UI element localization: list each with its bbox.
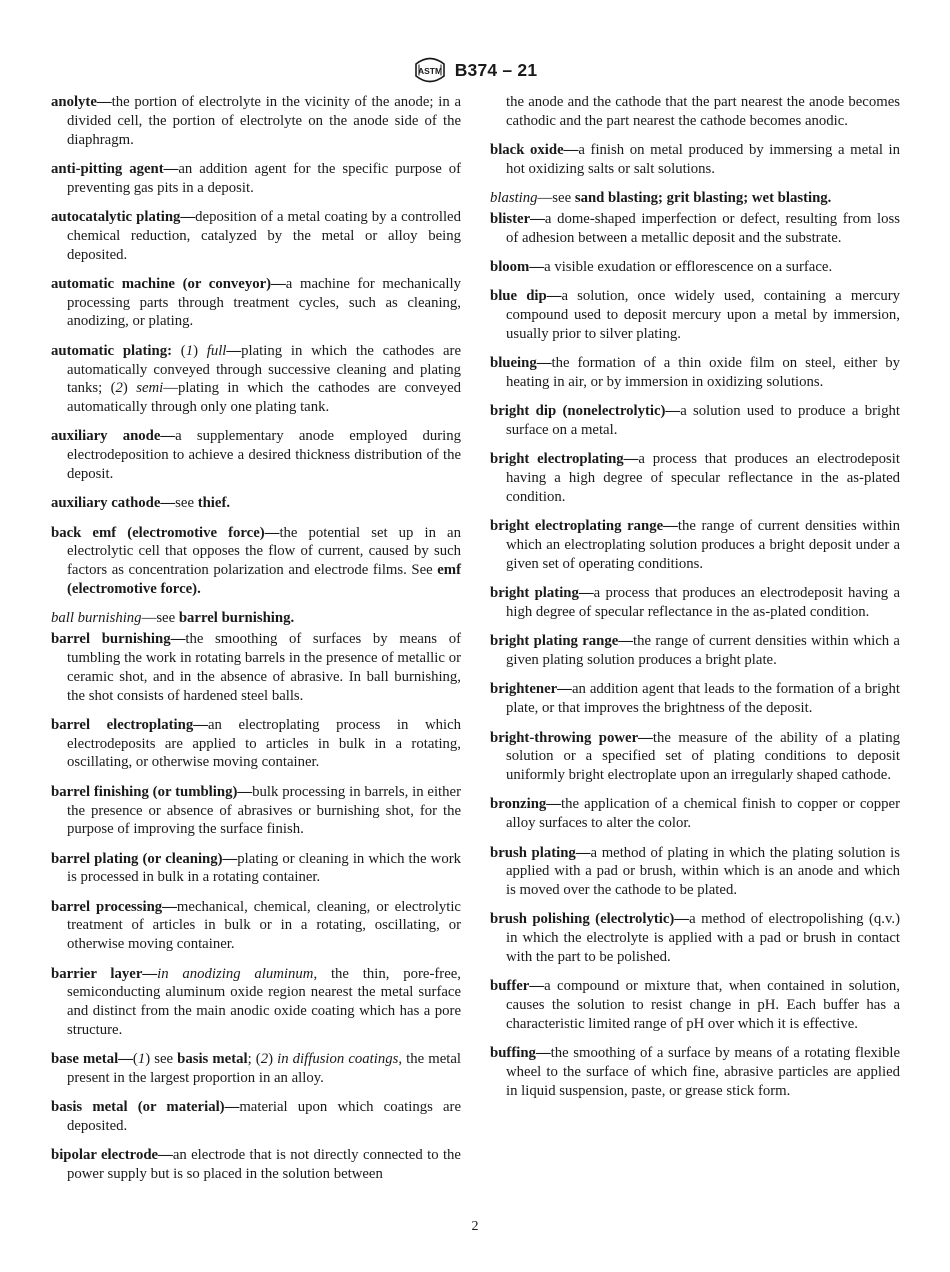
glossary-term: automatic plating:: [51, 342, 181, 359]
definition-text: 2: [260, 1051, 269, 1068]
definition-text: 1: [185, 342, 194, 359]
definition-text: a process that produces an electrodeposit having a high degree of specular reflectance in the as-plated condition.: [506, 585, 900, 621]
glossary-entry: [490, 729, 900, 785]
definition-text: a dome-shaped imperfection or defect, resulting from loss of adhesion between a metallic deposit and the substrate.: [506, 210, 900, 246]
definition-text: ; (: [247, 1051, 261, 1068]
glossary-entry: [490, 141, 900, 179]
definition-text: ball burnishing: [51, 610, 142, 627]
definition-text: thief.: [197, 495, 231, 512]
definition-text: sand blasting; grit blasting; wet blasting.: [574, 190, 832, 207]
definition-text: the smoothing of a surface by means of a rotating flexible wheel to the surface of which fine, abrasive particles are applied in liquid suspension, paste, or grease stick form.: [506, 1045, 900, 1099]
definition-text: the potential set up in an electrolytic cell that opposes the flow of current, caused by such factors as concentration polarization and electrode films. See: [67, 524, 461, 579]
glossary-term: brush polishing (electrolytic)—: [490, 911, 690, 928]
definition-text: blasting: [490, 190, 538, 207]
definition-text: —plating in which the cathodes are conveyed automatically through only one plating tank.: [67, 380, 461, 416]
definition-text: a solution, once widely used, containing a mercury compound used to deposit mercury upon a metal by immersion, usually prior to silver plating.: [506, 288, 900, 342]
glossary-entry: [490, 354, 900, 392]
definition-text: the portion of electrolyte in the vicinity of the anode; in a divided cell, the portion of electrolyte on the anode side of the diaphragm.: [67, 94, 461, 148]
glossary-entry: [51, 609, 461, 628]
definition-text: plating in which the cathodes are automatically conveyed through successive cleaning and plating tanks; (: [67, 342, 462, 397]
glossary-entry: [490, 680, 900, 718]
definition-text: —see: [141, 610, 179, 627]
definition-text: , the metal present in the largest proportion in an alloy.: [67, 1051, 461, 1087]
definition-text: plating or cleaning in which the work is processed in bulk in a rotating container.: [67, 850, 461, 886]
definition-text: a method of plating in which the plating solution is applied with a pad or brush, within which is an anode and which is moved over the cathode to be plated.: [506, 844, 900, 899]
glossary-term: auxiliary cathode—: [51, 495, 176, 512]
page-number: 2: [471, 1219, 479, 1234]
glossary-entry: [51, 208, 461, 264]
glossary-entry: [490, 977, 900, 1033]
page-header: [0, 55, 950, 85]
definition-text: a finish on metal produced by immersing a metal in hot oxidizing salts or salt solutions.: [506, 142, 900, 177]
definition-text: a method of electropolishing (q.v.) in which the electrolyte is applied with a pad or brush in contact with the part to be polished.: [506, 911, 901, 965]
glossary-entry: [490, 93, 900, 131]
glossary-term: bright electroplating range—: [490, 518, 678, 535]
definition-text: material upon which coatings are deposited.: [67, 1099, 461, 1135]
glossary-entry: [51, 524, 461, 599]
glossary-entry: [51, 1050, 461, 1088]
glossary-entry: [490, 844, 900, 900]
definition-text: the range of current densities within which a given plating solution produces a bright plate.: [506, 633, 900, 669]
definition-text: a process that produces an electrodeposit having a high degree of specular reflectance in the as-plated condition.: [506, 451, 900, 506]
definition-text: the range of current densities within which an electroplating solution produces a bright deposit under a given set of operating conditions.: [506, 518, 900, 572]
definition-text: ): [193, 342, 207, 359]
glossary-term: blister—: [490, 210, 545, 227]
definition-text: ) see: [145, 1051, 178, 1068]
glossary-term: bright electroplating—: [490, 451, 639, 468]
glossary-entry: [490, 402, 900, 440]
glossary-entry: [490, 287, 900, 343]
logo-text: ASTM: [417, 66, 442, 76]
glossary-term: brightener—: [490, 681, 572, 698]
definition-text: an electroplating process in which electrodeposits are applied to articles in bulk in a rotating, oscillating, or otherwise moving container.: [67, 716, 461, 771]
glossary-entry: [51, 716, 461, 772]
document-designation: B374 – 21: [454, 59, 538, 80]
glossary-entry: [51, 160, 461, 198]
glossary-entry: [51, 1146, 461, 1184]
glossary-term: barrel processing—: [51, 898, 177, 915]
glossary-entry: [490, 1044, 900, 1100]
definition-text: mechanical, chemical, cleaning, or electrolytic treatment of articles in bulk or in a rotating, oscillating, or otherwise moving container.: [67, 898, 461, 953]
glossary-entry: [51, 783, 461, 839]
glossary-term: autocatalytic plating—: [51, 208, 196, 225]
glossary-term: anolyte—: [51, 94, 112, 110]
glossary-term: basis metal (or material)—: [51, 1099, 240, 1116]
glossary-term: buffing—: [490, 1045, 551, 1062]
definition-text: a compound or mixture that, when contained in solution, causes the solution to resist change in pH. Each buffer has a characteristic limited range of pH over which it is effective.: [506, 978, 900, 1032]
definition-text: (: [132, 1051, 138, 1068]
glossary-term: auxiliary anode—: [51, 428, 176, 445]
definition-text: the measure of the ability of a plating solution or a specified set of plating conditions to deposit uniformly bright electroplate upon an irregularly shaped cathode.: [506, 729, 900, 784]
definition-text: an addition agent for the specific purpose of preventing gas pits in a deposit.: [67, 160, 461, 196]
glossary-entry: [51, 93, 461, 149]
definition-text: full: [206, 342, 227, 359]
glossary-entry: [51, 342, 461, 417]
definition-text: the smoothing of surfaces by means of tumbling the work in rotating barrels in the presence of metallic or ceramic shot, and in the absence of abrasive. In ball burnishing, the shot consists of hardened steel balls.: [67, 631, 461, 704]
glossary-entry: [51, 1098, 461, 1136]
glossary-entry: [490, 584, 900, 622]
definition-text: an addition agent that leads to the formation of a bright plate, or that improves the brightness of the deposit.: [506, 681, 900, 717]
definition-text: —see: [537, 190, 575, 207]
glossary-term: bright plating—: [490, 585, 594, 602]
glossary-entry: [490, 189, 900, 208]
glossary-term: base metal—: [51, 1051, 133, 1068]
definition-text: (: [180, 342, 186, 359]
glossary-term: barrel finishing (or tumbling)—: [51, 783, 253, 800]
glossary-term: bright dip (nonelectrolytic)—: [490, 403, 681, 420]
definition-text: emf (electromotive force).: [67, 562, 461, 598]
glossary-entry: [51, 850, 461, 888]
glossary-term: black oxide—: [490, 142, 579, 159]
definition-text: —: [226, 342, 242, 359]
glossary-entry: [51, 898, 461, 954]
left-column: [51, 93, 461, 1195]
definition-text: the formation of a thin oxide film on steel, either by heating in air, or by immersion in oxidizing solutions.: [506, 355, 900, 391]
definition-text: bulk processing in barrels, in either the presence or absence of abrasives or burnishing shot, for the purpose of improving the surface finish.: [67, 783, 461, 838]
glossary-entry: [490, 795, 900, 833]
astm-logo-icon: [413, 55, 447, 85]
definition-text: the anode and the cathode that the part nearest the anode becomes cathodic and the part nearest the cathode becomes anodic.: [506, 94, 900, 129]
glossary-entry: [490, 258, 900, 277]
glossary-term: automatic machine (or conveyor)—: [51, 275, 286, 292]
glossary-entry: [490, 632, 900, 670]
definition-text: 2: [115, 380, 123, 397]
glossary-term: barrel plating (or cleaning)—: [51, 850, 238, 867]
glossary-term: bloom—: [490, 259, 545, 276]
definition-text: in diffusion coatings: [277, 1051, 399, 1068]
definition-text: ): [122, 380, 137, 397]
glossary-term: brush plating—: [490, 844, 591, 861]
glossary-entry: [490, 517, 900, 573]
glossary-term: barrel burnishing—: [51, 631, 186, 648]
glossary-term: barrel electroplating—: [51, 716, 208, 733]
definition-text: the application of a chemical finish to copper or copper alloy surfaces to alter the color.: [506, 796, 900, 832]
glossary-term: bipolar electrode—: [51, 1147, 173, 1164]
glossary-term: bright-throwing power—: [490, 729, 653, 746]
definition-text: deposition of a metal coating by a controlled chemical reduction, catalyzed by the metal or alloy being deposited.: [67, 208, 461, 263]
definition-text: basis metal: [177, 1051, 248, 1068]
glossary-term: anti-pitting agent—: [51, 160, 179, 177]
glossary-entry: [51, 427, 461, 483]
definition-text: an electrode that is not directly connected to the power supply but is so placed in the solution between: [67, 1147, 461, 1183]
glossary-entry: [51, 965, 461, 1040]
glossary-term: back emf (electromotive force)—: [51, 524, 280, 541]
definition-text: a visible exudation or efflorescence on a surface.: [544, 259, 833, 276]
glossary-entry: [490, 450, 900, 506]
glossary-term: barrier layer—: [51, 965, 158, 982]
glossary-entry: [51, 494, 461, 513]
definition-text: see: [175, 495, 198, 512]
glossary-term: bright plating range—: [490, 633, 634, 650]
glossary-term: blue dip—: [490, 288, 562, 305]
glossary-term: blueing—: [490, 355, 552, 372]
glossary-entry: [51, 275, 461, 331]
glossary-entry: [490, 910, 900, 966]
definition-text: 1: [137, 1051, 146, 1068]
definition-text: ): [268, 1051, 278, 1068]
definition-text: a solution used to produce a bright surface on a metal.: [506, 403, 900, 439]
definition-text: barrel burnishing.: [178, 610, 295, 627]
glossary-entry: [51, 630, 461, 705]
definition-text: a machine for mechanically processing parts through treatment cycles, such as cleaning, anodizing, or plating.: [67, 275, 461, 330]
definition-text: in anodizing aluminum: [157, 965, 314, 982]
right-column: [490, 93, 900, 1111]
glossary-term: buffer—: [490, 978, 545, 995]
definition-text: semi: [136, 380, 164, 397]
definition-text: , the thin, pore-free, semiconducting aluminum oxide region nearest the metal surface and distinct from the main anodic oxide coating which has a pore structure.: [67, 965, 461, 1038]
definition-text: a supplementary anode employed during electrodeposition to achieve a desired thickness distribution of the deposit.: [67, 428, 462, 483]
glossary-entry: [490, 210, 900, 248]
glossary-term: bronzing—: [490, 796, 562, 813]
